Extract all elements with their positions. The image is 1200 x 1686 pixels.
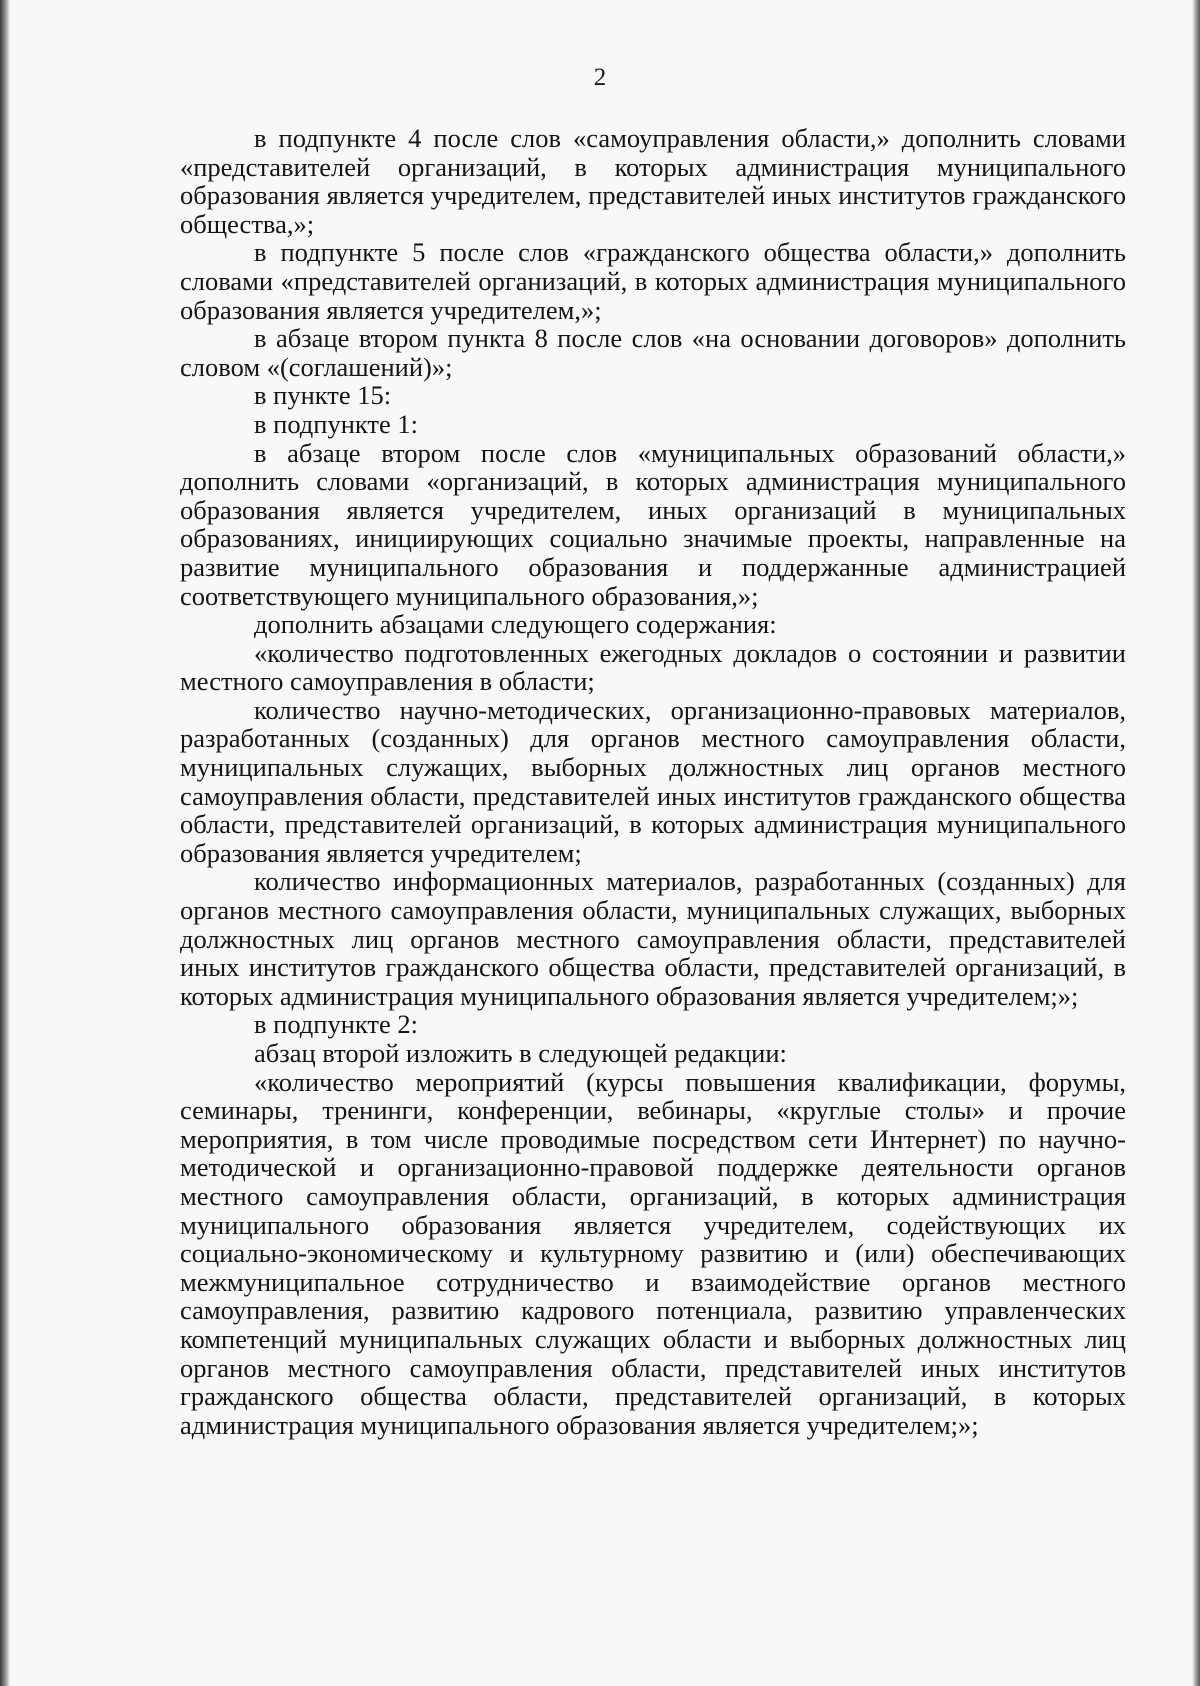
document-body — [180, 124, 1126, 1439]
paragraph: дополнить абзацами следующего содержания: — [254, 609, 777, 640]
paragraph: в абзаце втором пункта 8 после слов «на основании договоров» дополнить словом «(соглашений)»; — [180, 323, 1126, 382]
paragraph: в пункте 15: — [254, 380, 392, 411]
paragraph: количество научно-методических, организационно-правовых материалов, разработанных (созданных) для органов местного самоуправления области, муниципальных служащих, выборных должностных лиц органов местного самоуправления области, представителей иных институтов гражданского общества области, представителей организаций, в которых администрация муниципального образования является учредителем; — [180, 694, 1126, 868]
paragraph: «количество мероприятий (курсы повышения квалификации, форумы, семинары, тренинги, конференции, вебинары, «круглые столы» и прочие мероприятия, в том числе проводимые посредством сети Интернет) по научно-методической и организационно-правовой поддержке деятельности органов местного самоуправления области, организаций, в которых администрация муниципального образования является учредителем, содействующих их социально-экономическому и культурному развитию и (или) обеспечивающих межмуниципальное сотрудничество и взаимодействие органов местного самоуправления, развитию кадрового потенциала, развитию управленческих компетенций муниципальных служащих области и выборных должностных лиц органов местного самоуправления области, представителей иных институтов гражданского общества области, представителей организаций, в которых администрация муниципального образования является учредителем;»; — [180, 1066, 1126, 1440]
scan-edge-right — [1192, 0, 1200, 1686]
page-number: 2 — [593, 64, 607, 91]
paragraph: количество информационных материалов, разработанных (созданных) для органов местного самоуправления области, муниципальных служащих, выборных должностных лиц органов местного самоуправления области, представителей иных институтов гражданского общества области, представителей организаций, в которых администрация муниципального образования является учредителем;»; — [180, 866, 1126, 1011]
scan-edge-left — [0, 0, 10, 1686]
paragraph: в подпункте 1: — [254, 408, 419, 439]
paragraph: в абзаце втором после слов «муниципальных образований области,» дополнить словами «организаций, в которых администрация муниципального образования является учредителем, иных организаций в муниципальных образованиях, инициирующих социально значимые проекты, направленные на развитие муниципального образования и поддержанные администрацией соответствующего муниципального образования,»; — [180, 437, 1126, 611]
paragraph: абзац второй изложить в следующей редакции: — [254, 1038, 787, 1068]
paragraph: в подпункте 2: — [254, 1009, 419, 1040]
paragraph: «количество подготовленных ежегодных докладов о состоянии и развитии местного самоуправления в области; — [180, 637, 1126, 697]
paragraph: в подпункте 4 после слов «самоуправления области,» дополнить словами «представителей организаций, в которых администрация муниципального образования является учредителем, представителей иных институтов гражданского общества,»; — [180, 123, 1126, 239]
paragraph: в подпункте 5 после слов «гражданского общества области,» дополнить словами «представителей организаций, в которых администрация муниципального образования является учредителем,»; — [180, 237, 1126, 325]
